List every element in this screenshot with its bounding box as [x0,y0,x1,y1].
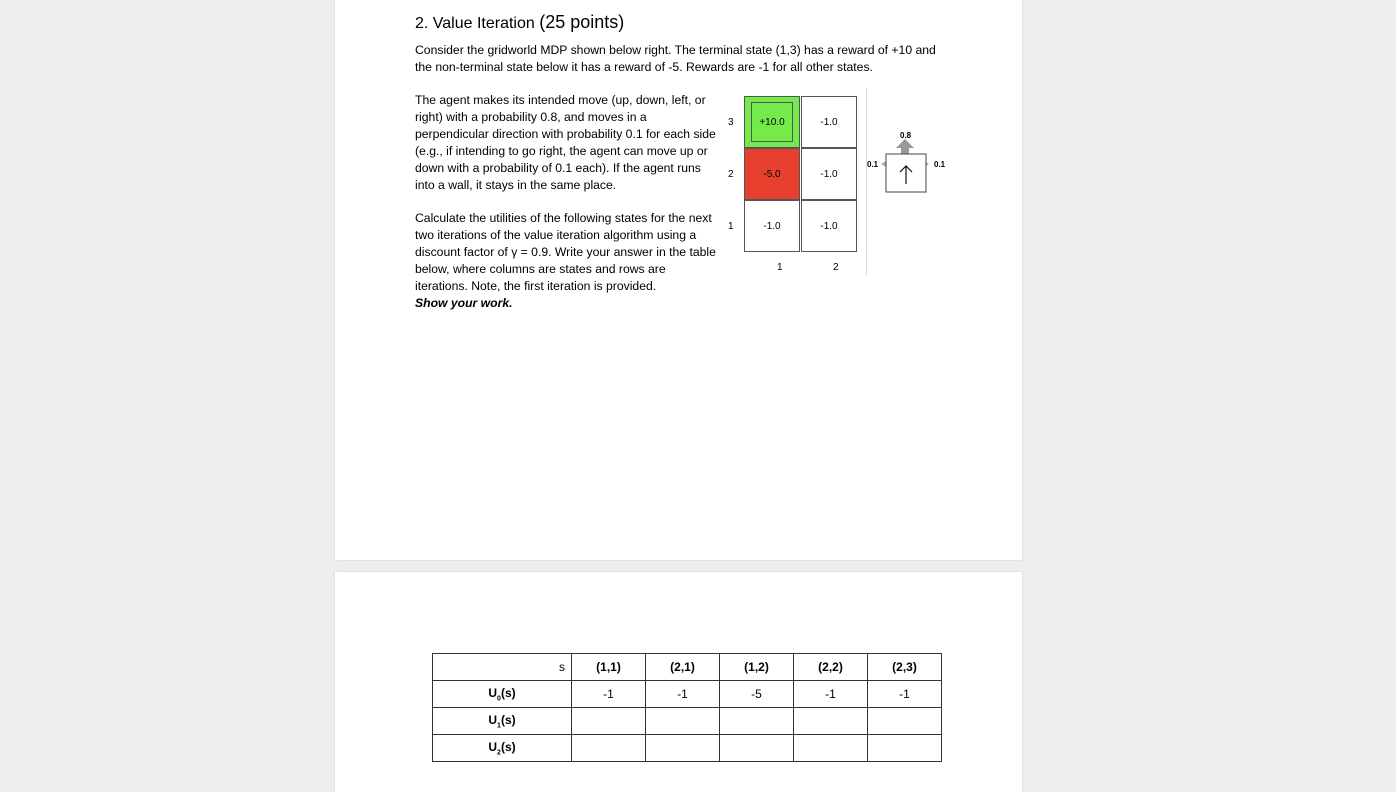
row-label-sub: 1 [497,722,501,730]
utility-table [432,653,942,762]
prob-right: 0.1 [934,160,946,169]
forward-arrowhead [896,139,914,148]
intro-paragraph: Consider the gridworld MDP shown below right. The terminal state (1,3) has a reward of +10 and the non-terminal state below it has a reward of -5. Rewards are -1 for all other states. [415,43,936,74]
table-row [433,708,942,735]
table-cell[interactable] [572,708,646,735]
col-label-1: 1 [777,262,783,273]
column-header: (2,2) [794,654,868,681]
table-cell: -1 [794,681,868,708]
row-label-letter: U [488,739,498,754]
grid-cell-1-3 [744,96,800,148]
table-cell[interactable] [868,708,942,735]
page-1 [335,0,1022,560]
row-label-u0 [433,681,572,708]
row-label-u1 [433,708,572,735]
cell-value: +10.0 [759,116,785,128]
table-row [433,681,942,708]
prob-forward: 0.8 [900,131,912,140]
title-text: 2. Value Iteration [415,15,535,32]
table-cell: -1 [646,681,720,708]
row-label-letter: U [488,712,498,727]
prob-left: 0.1 [867,160,879,169]
table-cell[interactable] [794,708,868,735]
up-arrow-icon [875,138,935,196]
row-label-letter: U [488,685,498,700]
table-row [433,735,942,762]
row-label-2: 2 [728,169,734,180]
cell-value: -1.0 [820,220,838,232]
column-header: (1,1) [572,654,646,681]
row-label-suffix: (s) [500,712,516,727]
table-cell: -1 [868,681,942,708]
row-label-u2 [433,735,572,762]
grid-cell-1-1 [744,200,800,252]
table-cell[interactable] [720,708,794,735]
table-cell[interactable] [646,735,720,762]
transition-paragraph: The agent makes its intended move (up, down, left, or right) with a probability 0.8, and moves in a perpendicular direction with probability 0.1 for each side (e.g., if intending to go right, the agent can move up or down with a probability of 0.1 each). If the agent runs into a wall, it stays in the same place. [415,93,716,192]
left-arrowhead [881,161,886,167]
problem-title [415,12,624,33]
table-cell[interactable] [868,735,942,762]
show-work-text: Show your work. [415,296,513,310]
page-2 [335,572,1022,792]
table-corner: s [433,654,572,681]
row-label-sub: 2 [497,749,501,757]
row-label-3: 3 [728,117,734,128]
divider-line [866,88,867,276]
grid-cell-2-1 [801,200,857,252]
column-header: (1,2) [720,654,794,681]
row-label-1: 1 [728,221,734,232]
table-cell: -1 [572,681,646,708]
cell-value: -1.0 [763,220,781,232]
row-label-suffix: (s) [500,739,516,754]
title-points: (25 points) [539,12,625,32]
grid-cell-2-2 [801,148,857,200]
grid-cell-1-2 [744,148,800,200]
task-paragraph [415,210,720,312]
table-header-row [433,654,942,681]
column-header: (2,3) [868,654,942,681]
table-cell[interactable] [646,708,720,735]
grid-cell-2-3 [801,96,857,148]
cell-value: -5.0 [763,168,781,180]
column-header: (2,1) [646,654,720,681]
cell-value: -1.0 [820,116,838,128]
task-text: Calculate the utilities of the following states for the next two iterations of the value iteration algorithm using a discount factor of γ = 0.9. Write your answer in the table below, where columns are states and rows are iterations. Note, the first iteration is provided. [415,211,716,293]
table-cell[interactable] [720,735,794,762]
table-cell: -5 [720,681,794,708]
table-cell[interactable] [794,735,868,762]
table-cell[interactable] [572,735,646,762]
cell-value: -1.0 [820,168,838,180]
row-label-suffix: (s) [500,685,516,700]
row-label-sub: 0 [497,695,501,703]
col-label-2: 2 [833,262,839,273]
